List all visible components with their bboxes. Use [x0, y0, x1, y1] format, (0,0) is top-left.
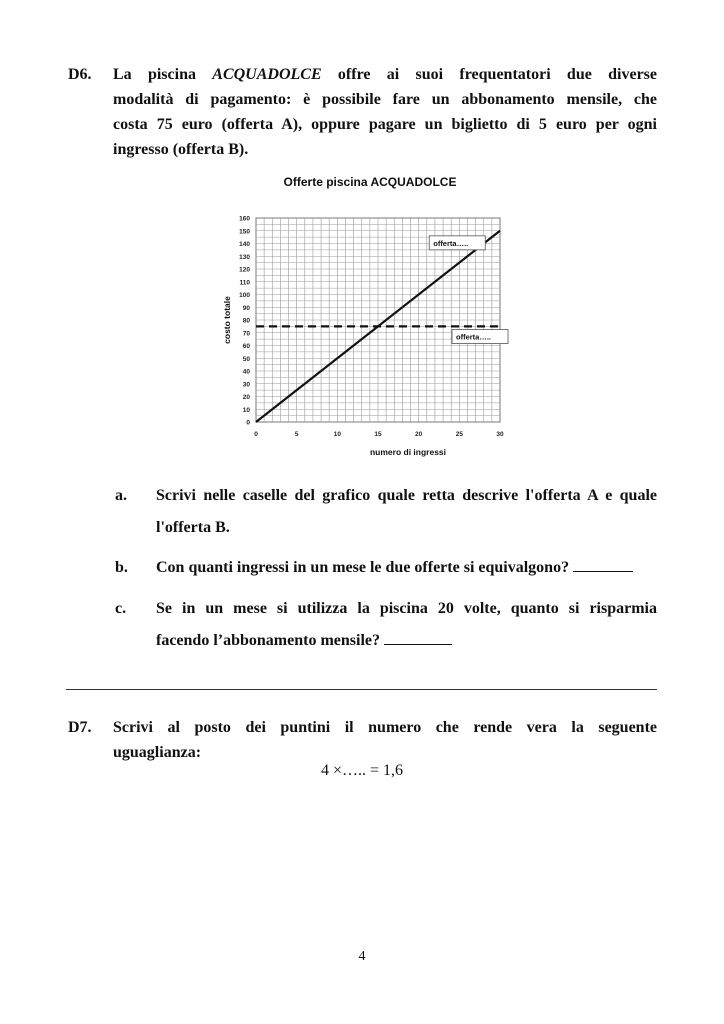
y-tick-label: 70 [242, 330, 250, 338]
item-b-text [156, 552, 676, 584]
question-d6-label: D6. [68, 66, 92, 83]
item-c-line-1: Se in un mese si utilizza la piscina 20 volte, quanto si risparmia [156, 600, 657, 617]
chart-svg [210, 195, 530, 465]
chart-title: Offerte piscina ACQUADOLCE [283, 175, 457, 189]
y-tick-label: 90 [242, 304, 250, 312]
y-tick-label: 110 [239, 279, 250, 287]
item-a-letter: a. [115, 487, 127, 504]
question-d6-line-2: modalità di pagamento: è possibile fare un abbonamento mensile, che [113, 91, 657, 108]
chart [210, 175, 530, 465]
y-tick-label: 20 [242, 394, 250, 401]
question-d6-line-4: ingresso (offerta B). [113, 141, 249, 158]
item-a-line-2: l'offerta B. [156, 519, 230, 536]
y-tick-label: 0 [246, 419, 250, 427]
item-c-letter: c. [115, 600, 127, 617]
y-tick-label: 130 [239, 253, 250, 261]
item-c-text [156, 593, 657, 657]
x-tick-label: 20 [415, 431, 423, 438]
x-tick-label: 5 [294, 431, 299, 438]
x-tick-label: 30 [496, 431, 504, 438]
question-d6-line-3: costa 75 euro (offerta A), oppure pagare un biglietto di 5 euro per ogni [113, 116, 657, 133]
equation: 4 ×….. = 1,6 [320, 762, 404, 779]
y-tick-label: 40 [242, 368, 250, 376]
x-axis-label: numero di ingressi [369, 447, 447, 457]
y-tick-label: 60 [242, 343, 250, 350]
section-divider [66, 689, 657, 690]
y-tick-label: 50 [242, 355, 250, 363]
question-d7-line-2: uguaglianza: [113, 744, 202, 761]
item-c-line-2: facendo l’abbonamento mensile? [156, 632, 380, 649]
item-b-letter: b. [115, 559, 128, 576]
x-tick-label: 15 [374, 431, 382, 438]
question-d6-text [113, 62, 657, 162]
y-tick-label: 10 [242, 406, 250, 414]
y-tick-label: 80 [242, 317, 250, 325]
item-a-line-1: Scrivi nelle caselle del grafico quale retta descrive l'offerta A e quale [156, 487, 657, 504]
y-tick-label: 100 [239, 292, 250, 299]
question-d7-text [113, 715, 657, 765]
y-tick-label: 160 [239, 215, 250, 223]
item-a-text [156, 480, 657, 544]
item-c-answer-field[interactable] [384, 630, 452, 645]
y-tick-label: 30 [242, 381, 250, 389]
x-tick-label: 25 [455, 431, 463, 438]
pool-name: ACQUADOLCE [212, 66, 322, 83]
x-tick-label: 0 [254, 431, 258, 438]
offer-label-text: offerta….. [456, 332, 492, 342]
x-tick-label: 10 [333, 431, 341, 438]
y-tick-label: 140 [239, 241, 250, 248]
y-tick-label: 150 [239, 228, 250, 236]
y-tick-label: 120 [239, 266, 250, 274]
question-d7-label: D7. [68, 719, 92, 736]
item-b-line-1: Con quanti ingressi in un mese le due offerte si equivalgono? [156, 559, 570, 576]
item-b-answer-field[interactable] [573, 557, 633, 572]
question-d7-line-1: Scrivi al posto dei puntini il numero che rende vera la seguente [113, 719, 657, 736]
y-axis-label: costo totale [222, 296, 232, 344]
question-d6-line-1: La piscina ACQUADOLCE offre ai suoi frequentatori due diverse [113, 66, 657, 83]
page-number: 4 [358, 949, 366, 964]
offer-label-text: offerta….. [433, 238, 469, 248]
